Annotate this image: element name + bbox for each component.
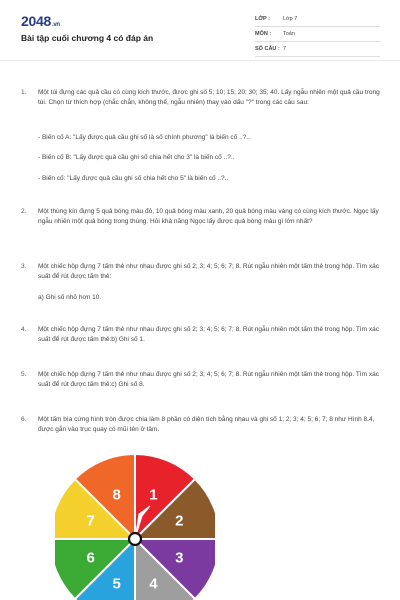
question-1-sub-b: - Biến cố B: "Lấy được quả cầu ghi số chia hết cho 3" là biến cố ..?.. — [38, 154, 235, 161]
meta-subject-value: Toán — [283, 31, 295, 37]
meta-count — [255, 44, 380, 57]
question-number: 3. — [21, 263, 27, 270]
wheel-label-7: 7 — [86, 512, 95, 530]
wheel-label-3: 3 — [175, 549, 184, 567]
question-text: Một chiếc hộp đựng 7 tấm thẻ như nhau được ghi số 2; 3; 4; 5; 6; 7; 8. Rút ngẫu nhiên một tấm thẻ trong hộp. Tìm xác suất để rút được tấm thẻ:b) Ghi số 1. — [38, 326, 379, 343]
wheel-label-4: 4 — [149, 575, 158, 593]
question-1-sub-a: - Biến cố A: "Lấy được quả cầu ghi số là số chính phương" là biến cố ..?.. — [38, 134, 250, 141]
meta-subject — [255, 29, 380, 42]
meta-count-value: 7 — [283, 46, 287, 52]
wheel-label-1: 1 — [149, 486, 158, 504]
question-3-sub-a: a) Ghi số nhỏ hơn 10. — [38, 294, 102, 301]
spinner-wheel — [55, 448, 215, 600]
question-text: Một chiếc hộp đựng 7 tấm thẻ như nhau được ghi số 2; 3; 4; 5; 6; 7; 8. Rút ngẫu nhiên một tấm thẻ trong hộp. Tìm xác suất để rút được tấm thẻ:c) Ghi số 8. — [38, 371, 379, 388]
question-number: 2. — [21, 208, 27, 215]
question-text: Một thùng kín đựng 5 quả bóng màu đỏ, 10 quả bóng màu xanh, 20 quả bóng màu vàng có cùng kích thước. Ngọc lấy ngẫu nhiên một quả bóng trong thùng. Hỏi khả năng Ngọc lấy được quả bóng màu gì lớn nhất? — [38, 208, 379, 225]
meta-subject-label: MÔN : — [255, 31, 272, 37]
wheel-label-2: 2 — [175, 512, 184, 530]
question-number: 1. — [21, 89, 27, 96]
header-divider — [0, 60, 400, 61]
document-title: Bài tập cuối chương 4 có đáp án — [21, 33, 154, 43]
question-text: Một chiếc hộp đựng 7 tấm thẻ như nhau được ghi số 2; 3; 4; 5; 6; 7; 8. Rút ngẫu nhiên một tấm thẻ trong hộp. Tìm xác suất để rút được tấm thẻ: — [38, 263, 379, 280]
wheel-label-6: 6 — [86, 549, 95, 567]
logo-main: 2048 — [21, 13, 51, 29]
meta-class-label: LỚP : — [255, 16, 270, 22]
question-1-sub-c: - Biến cố: "Lấy được quả cầu ghi số chia hết cho 5" là biến cố ..?.. — [38, 175, 229, 182]
wheel-label-8: 8 — [112, 486, 121, 504]
meta-class-value: Lớp 7 — [283, 16, 298, 22]
question-number: 5. — [21, 371, 27, 378]
wheel-sectors — [55, 454, 215, 600]
logo-suffix: .vn — [51, 22, 60, 28]
question-text: Một túi đựng các quả cầu có cùng kích thước, được ghi số 5; 10; 15; 20; 30; 35; 40. Lấy ngẫu nhiên một quả cầu trong túi. Chọn từ thích hợp (chắc chắn, không thể, ngẫu nhiên) thay vào dấu "?" trong các câu sau: — [38, 89, 380, 106]
question-text: Một tấm bìa cứng hình tròn được chia làm 8 phần có diện tích bằng nhau và ghi số 1; 2; 3; 4; 5; 6; 7; 8 như Hình 8.4, được gắn vào trục quay có mũi tên ở tâm. — [38, 416, 375, 433]
wheel-center-pin — [129, 533, 141, 545]
site-logo[interactable] — [21, 13, 60, 29]
question-number: 4. — [21, 326, 27, 333]
question-number: 6. — [21, 416, 27, 423]
document-header — [0, 0, 400, 66]
wheel-label-5: 5 — [112, 575, 121, 593]
meta-count-label: SỐ CÂU : — [255, 46, 280, 52]
meta-class — [255, 14, 380, 27]
